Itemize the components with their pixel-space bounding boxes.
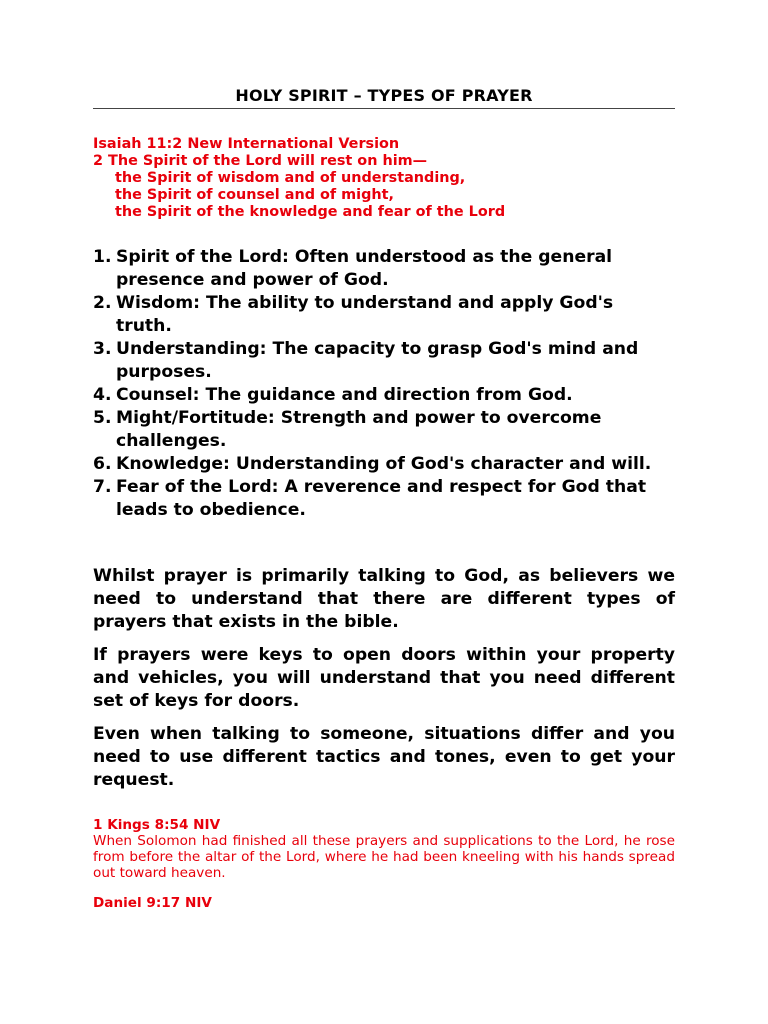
kings-text: When Solomon had finished all these prayers and supplications to the Lord, he rose from before the altar of the Lord, where he had been kneeling with his hands spread out toward heaven. [93,833,675,881]
verse-line: the Spirit of counsel and of might, [115,187,394,203]
isaiah-verse [93,136,675,221]
list-number: 6. [93,454,112,474]
kings-reference: 1 Kings 8:54 NIV [93,817,221,833]
list-text: Understanding: The capacity to grasp God's mind and purposes. [116,339,639,382]
kings-verse [93,817,675,911]
verse-line: 2 The Spirit of the Lord will rest on him— [93,153,428,169]
body-paragraph: If prayers were keys to open doors within your property and vehicles, you will understand that you need different set of keys for doors. [93,645,675,711]
list-number: 4. [93,385,112,405]
page-title: HOLY SPIRIT – TYPES OF PRAYER [93,86,675,109]
list-item [93,384,675,407]
list-text: Wisdom: The ability to understand and apply God's truth. [116,293,614,336]
list-text: Knowledge: Understanding of God's character and will. [116,454,652,474]
list-number: 1. [93,247,112,267]
list-text: Counsel: The guidance and direction from God. [116,385,573,405]
daniel-reference: Daniel 9:17 NIV [93,895,212,911]
verse-line: the Spirit of wisdom and of understanding, [115,170,466,186]
list-number: 3. [93,339,112,359]
verse-line: the Spirit of the knowledge and fear of the Lord [115,204,506,220]
list-item [93,338,675,384]
list-number: 2. [93,293,112,313]
document-page [93,86,675,911]
list-number: 5. [93,408,112,428]
list-item [93,246,675,292]
list-text: Fear of the Lord: A reverence and respect for God that leads to obedience. [116,477,647,520]
list-item [93,292,675,338]
isaiah-reference: Isaiah 11:2 New International Version [93,136,400,152]
list-number: 7. [93,477,112,497]
gifts-list [93,246,675,522]
body-paragraph: Whilst prayer is primarily talking to God, as believers we need to understand that there are different types of prayers that exists in the bible. [93,566,675,632]
list-text: Might/Fortitude: Strength and power to overcome challenges. [116,408,602,451]
body-paragraph: Even when talking to someone, situations differ and you need to use different tactics and tones, even to get your request. [93,724,675,790]
list-item [93,407,675,453]
list-text: Spirit of the Lord: Often understood as the general presence and power of God. [116,247,613,290]
list-item [93,453,675,476]
list-item [93,476,675,522]
